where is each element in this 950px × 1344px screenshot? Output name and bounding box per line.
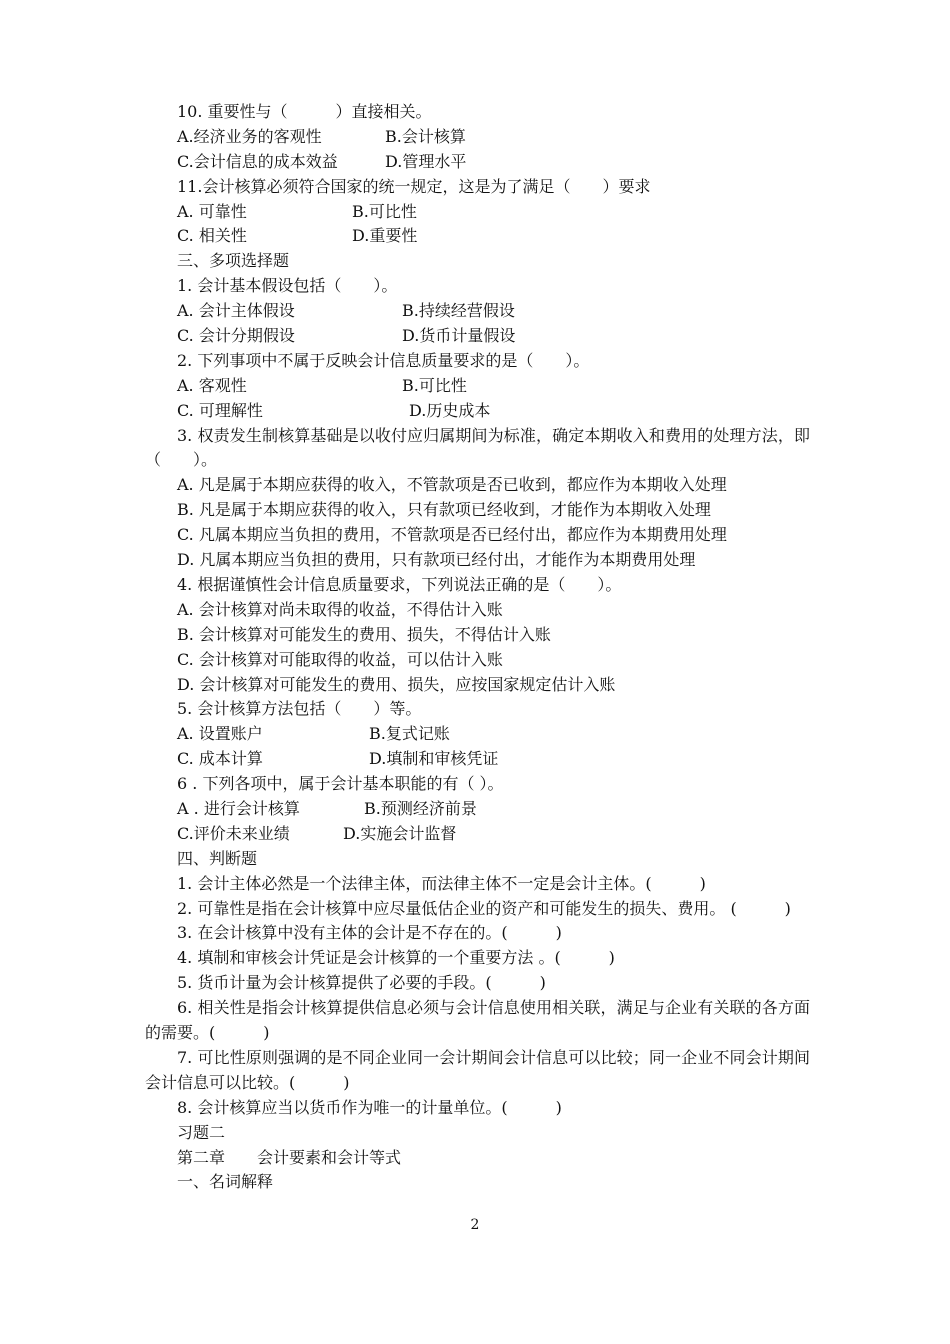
option-c: C.评价未来业绩	[177, 823, 290, 843]
judgment-5: 5. 货币计量为会计核算提供了必要的手段。( )	[177, 973, 546, 993]
option-b: B.可比性	[352, 201, 417, 221]
option-b: B. 凡是属于本期应获得的收入，只有款项已经收到，才能作为本期收入处理	[177, 500, 711, 520]
options-row	[145, 150, 810, 175]
option-a: A. 会计核算对尚未取得的收益，不得估计入账	[177, 599, 503, 619]
option-a: A. 会计主体假设	[177, 301, 295, 321]
judgment-2: 2. 可靠性是指在会计核算中应尽量低估企业的资产和可能发生的损失、费用。 ( )	[177, 898, 791, 918]
option-c: C. 相关性	[177, 226, 247, 246]
options-row	[145, 822, 810, 847]
option-b: B.持续经营假设	[402, 301, 515, 321]
option-d: D.填制和审核凭证	[369, 749, 499, 769]
option-b: B.可比性	[402, 375, 467, 395]
question-11: 11.会计核算必须符合国家的统一规定，这是为了满足（ ）要求	[177, 176, 651, 196]
judgment-6: 6. 相关性是指会计核算提供信息必须与会计信息使用相关联，满足与企业有关联的各方面的需要。( )	[145, 998, 810, 1042]
page-content	[145, 100, 810, 1195]
option-a: A.经济业务的客观性	[177, 126, 322, 146]
options-row	[145, 299, 810, 324]
option-a: A. 设置账户	[177, 724, 263, 744]
judgment-7: 7. 可比性原则强调的是不同企业同一会计期间会计信息可以比较；同一企业不同会计期间会计信息可以比较。( )	[145, 1047, 810, 1092]
chapter-heading: 第二章 会计要素和会计等式	[177, 1147, 402, 1167]
option-b: B.复式记账	[369, 724, 450, 744]
option-d: D.历史成本	[409, 400, 491, 420]
option-b: B.预测经济前景	[364, 798, 477, 818]
question-4: 4. 根据谨慎性会计信息质量要求，下列说法正确的是（ ）。	[177, 574, 622, 594]
option-d: D. 会计核算对可能发生的费用、损失，应按国家规定估计入账	[177, 674, 616, 694]
question-10: 10. 重要性与（ ）直接相关。	[177, 102, 432, 121]
section-heading: 一、名词解释	[177, 1172, 274, 1192]
option-a: A. 客观性	[177, 375, 247, 395]
option-a: A. 可靠性	[177, 201, 247, 221]
option-c: C. 会计核算对可能取得的收益，可以估计入账	[177, 649, 503, 669]
option-d: D.重要性	[352, 226, 418, 246]
options-row	[145, 374, 810, 399]
option-a: A. 凡是属于本期应获得的收入，不管款项是否已收到，都应作为本期收入处理	[177, 475, 727, 495]
option-d: D.管理水平	[385, 151, 467, 171]
judgment-3: 3. 在会计核算中没有主体的会计是不存在的。( )	[177, 923, 562, 943]
options-row	[145, 747, 810, 772]
question-3: 3. 权责发生制核算基础是以收付应归属期间为标准，确定本期收入和费用的处理方法，即（ ）。	[145, 425, 810, 470]
option-d: D.实施会计监督	[343, 823, 457, 843]
question-2: 2. 下列事项中不属于反映会计信息质量要求的是（ ）。	[177, 350, 590, 370]
option-a: A . 进行会计核算	[177, 798, 300, 818]
section-heading: 三、多项选择题	[177, 251, 290, 271]
options-row	[145, 125, 810, 150]
option-c: C. 可理解性	[177, 400, 263, 420]
judgment-8: 8. 会计核算应当以货币作为唯一的计量单位。( )	[177, 1097, 562, 1117]
options-row	[145, 399, 810, 424]
option-c: C. 会计分期假设	[177, 326, 295, 346]
option-d: D. 凡属本期应当负担的费用，只有款项已经付出，才能作为本期费用处理	[177, 550, 696, 570]
option-b: B.会计核算	[385, 126, 466, 146]
question-1: 1. 会计基本假设包括（ ）。	[177, 276, 398, 296]
page-number: 2	[470, 1217, 480, 1233]
question-5: 5. 会计核算方法包括（ ）等。	[177, 699, 422, 719]
question-6: 6 . 下列各项中，属于会计基本职能的有（ ）。	[177, 774, 504, 794]
option-c: C. 凡属本期应当负担的费用，不管款项是否已经付出，都应作为本期费用处理	[177, 525, 727, 545]
options-row	[145, 797, 810, 822]
options-row	[145, 722, 810, 747]
option-c: C. 成本计算	[177, 749, 263, 769]
judgment-1: 1. 会计主体必然是一个法律主体，而法律主体不一定是会计主体。( )	[177, 873, 706, 893]
option-b: B. 会计核算对可能发生的费用、损失，不得估计入账	[177, 624, 551, 644]
options-row	[145, 200, 810, 225]
options-row	[145, 324, 810, 349]
option-c: C.会计信息的成本效益	[177, 151, 338, 171]
options-row	[145, 224, 810, 249]
exercise-heading: 习题二	[177, 1122, 226, 1142]
option-d: D.货币计量假设	[402, 326, 516, 346]
section-heading: 四、判断题	[177, 848, 258, 868]
judgment-4: 4. 填制和审核会计凭证是会计核算的一个重要方法 。( )	[177, 948, 615, 968]
